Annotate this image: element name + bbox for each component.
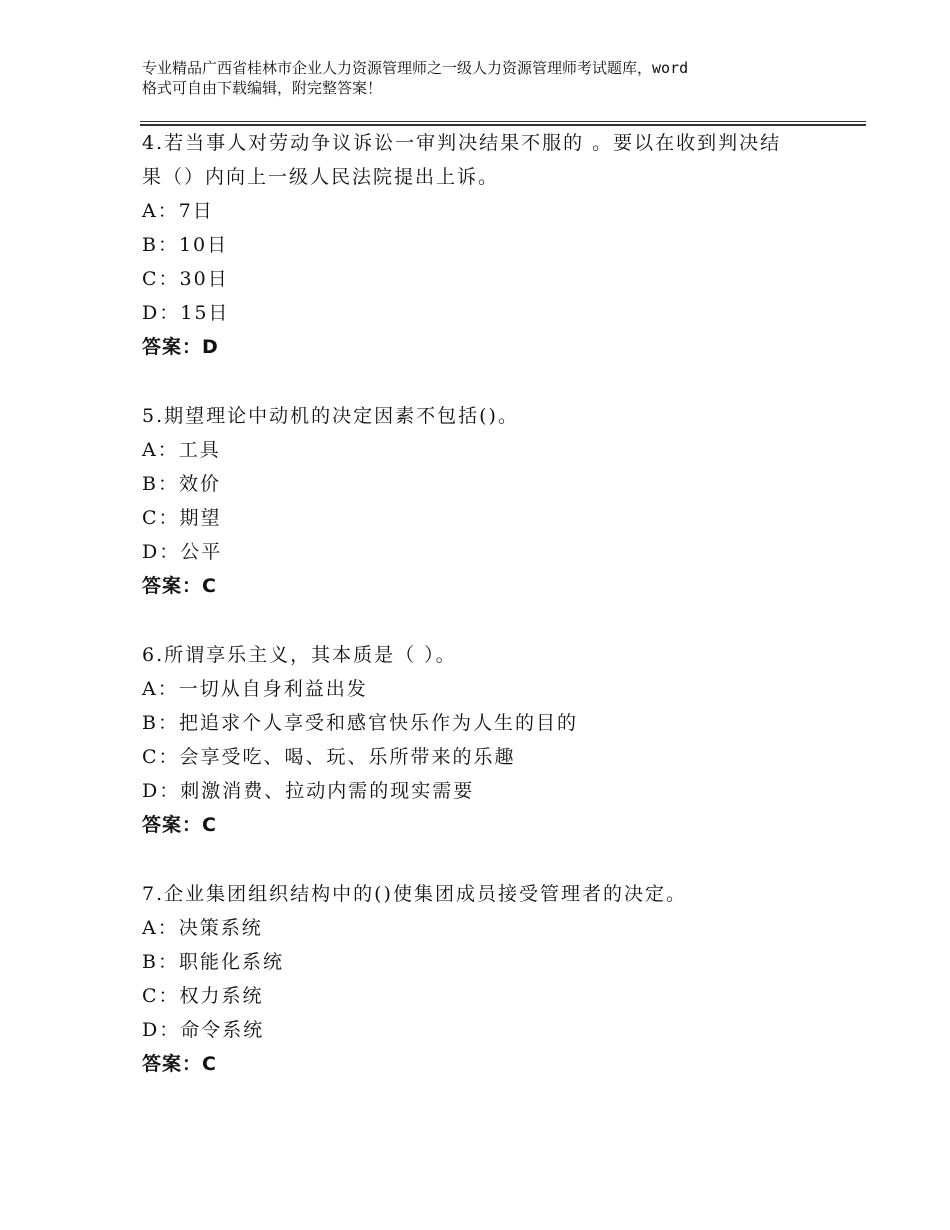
option-a: A：工具 [142,439,221,461]
option-b: B：把追求个人享受和感官快乐作为人生的目的 [142,712,578,734]
answer: 答案：D [142,336,219,358]
option-a: A：决策系统 [142,917,263,939]
answer: 答案：C [142,1053,217,1075]
question-6 [142,638,842,842]
option-a: A：7日 [142,200,214,222]
option-c: C：权力系统 [142,985,264,1007]
option-b: B：效价 [142,473,221,495]
question-7 [142,877,842,1081]
option-c: C：会享受吃、喝、玩、乐所带来的乐趣 [142,746,516,768]
option-b: B：10日 [142,234,229,256]
answer: 答案：C [142,575,217,597]
option-d: D：公平 [142,541,223,563]
question-stem: 6.所谓享乐主义，其本质是（ ）。 [142,644,457,666]
question-stem: 5.期望理论中动机的决定因素不包括()。 [142,405,519,427]
question-stem: 4.若当事人对劳动争议诉讼一审判决结果不服的 。要以在收到判决结 [142,132,782,154]
option-c: C：期望 [142,507,222,529]
option-a: A：一切从自身利益出发 [142,678,368,700]
header-line-1: 专业精品广西省桂林市企业人力资源管理师之一级人力资源管理师考试题库，word [142,59,689,77]
document-header [142,58,832,98]
question-4 [142,126,842,364]
option-d: D：命令系统 [142,1019,265,1041]
question-stem-continued: 果（）内向上一级人民法院提出上诉。 [142,166,500,188]
question-stem: 7.企业集团组织结构中的()使集团成员接受管理者的决定。 [142,883,687,905]
question-5 [142,399,842,603]
header-divider-thin [140,121,866,122]
option-b: B：职能化系统 [142,951,284,973]
option-d: D：15日 [142,302,230,324]
answer: 答案：C [142,814,217,836]
header-line-2: 格式可自由下载编辑，附完整答案！ [142,79,383,97]
option-d: D：刺激消费、拉动内需的现实需要 [142,780,475,802]
option-c: C：30日 [142,268,229,290]
